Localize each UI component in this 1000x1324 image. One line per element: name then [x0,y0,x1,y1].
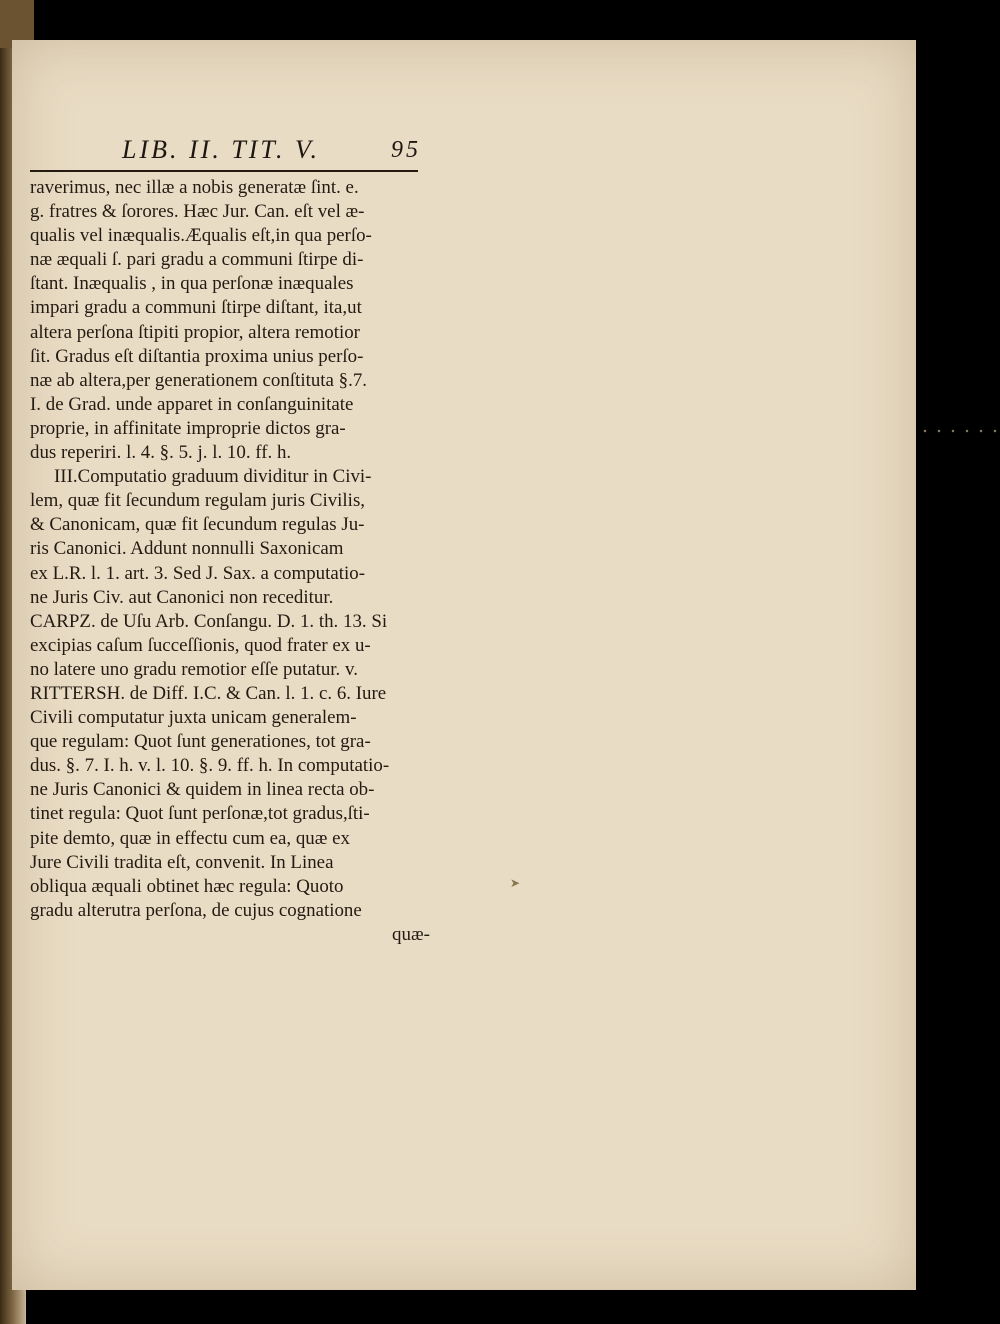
page-header [120,135,425,171]
text-line: pite demto, quæ in effectu cum ea, quæ ex [30,827,350,849]
text-line: ris Canonici. Addunt nonnulli Saxonicam [30,538,344,560]
text-line: næ ab altera,per generationem conſtituta §.7. [30,369,368,391]
text-line: CARPZ. de Uſu Arb. Conſangu. D. 1. th. 13. Si [30,610,388,632]
text-line: gradu alterutra perſona, de cujus cognatione [30,899,362,921]
text-line: que regulam: Quot ſunt generationes, tot gra- [30,731,371,753]
text-line: qualis vel inæqualis.Æqualis eſt,in qua perſo- [30,225,372,247]
text-line: I. de Grad. unde apparet in conſanguinitate [30,393,354,415]
running-title: LIB. II. TIT. V. [122,135,320,164]
text-line: raverimus, nec illæ a nobis generatæ ſint. e. [30,177,359,198]
text-line: dus reperiri. l. 4. §. 5. j. l. 10. ff. h. [30,442,292,464]
text-line: ne Juris Canonici & quidem in linea recta ob- [30,779,375,801]
text-line: III.Computatio graduum dividitur in Civi- [54,466,372,488]
header-rule [30,170,418,172]
margin-dots [918,429,1000,433]
text-line: proprie, in affinitate improprie dictos gra- [30,417,346,439]
text-line: ex L.R. l. 1. art. 3. Sed J. Sax. a computatio- [30,562,366,584]
text-line: ſit. Gradus eſt diſtantia proxima unius perſo- [30,345,364,367]
text-line: obliqua æquali obtinet hæc regula: Quoto [30,875,344,897]
text-line: no latere uno gradu remotior eſſe putatur. v. [30,658,358,680]
text-line: lem, quæ fit ſecundum regulam juris Civilis, [30,490,366,512]
text-line: ne Juris Civ. aut Canonici non receditur. [30,586,334,608]
text-line: impari gradu a communi ſtirpe diſtant, ita,ut [30,297,362,319]
text-line: dus. §. 7. I. h. v. l. 10. §. 9. ff. h. In computatio- [30,755,390,777]
text-line: altera perſona ſtipiti propior, altera remotior [30,321,360,343]
text-line: Jure Civili tradita eſt, convenit. In Linea [30,851,334,873]
text-line: Civili computatur juxta unicam generalem- [30,707,357,729]
catchword: quæ- [392,923,430,945]
text-line: ſtant. Inæqualis , in qua perſonæ inæquales [30,273,354,295]
body-text [30,176,430,947]
text-line: excipias caſum ſucceſſionis, quod frater ex u- [30,634,371,656]
text-line: næ æquali ſ. pari gradu a communi ſtirpe di- [30,249,364,271]
page-number: 95 [391,137,421,163]
text-line: g. fratres & ſorores. Hæc Jur. Can. eſt vel æ- [30,201,365,223]
paper-mark: ➤ [510,876,521,890]
text-line: tinet regula: Quot ſunt perſonæ,tot gradus,ſti- [30,803,370,825]
text-line: RITTERSH. de Diff. I.C. & Can. l. 1. c. 6. Iure [30,682,387,704]
text-line: & Canonicam, quæ fit ſecundum regulas Ju- [30,514,365,536]
